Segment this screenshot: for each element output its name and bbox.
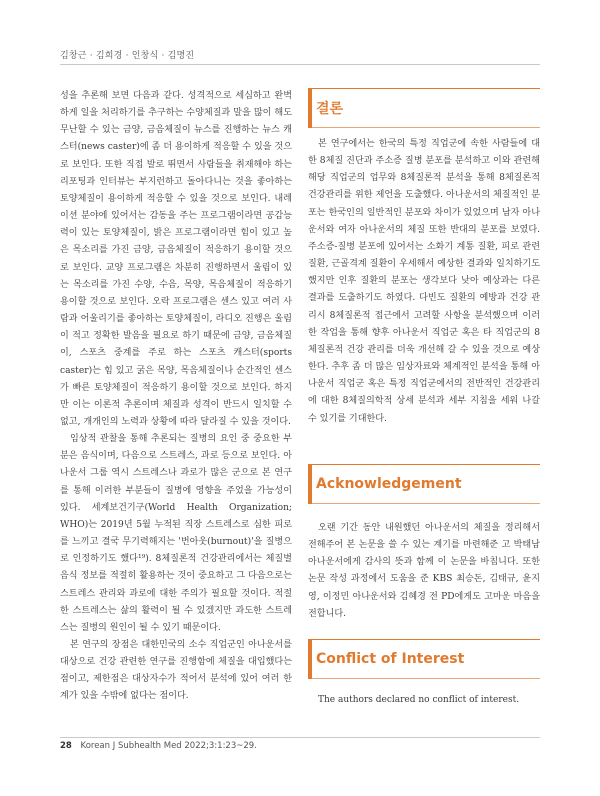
conclusion-title: 결론 [316,101,344,117]
right-column [308,88,540,705]
body-paragraph: 본 연구의 장점은 대한민국의 소수 직업군인 아나운서를 대상으로 건강 관련한 연구를 진행함에 체질을 대입했다는 점이고, 제한점은 대상자수가 적어서 분석에 있어 여러 한계가 있을 수밖에 없다는 점이다. [60,640,292,702]
journal-citation: Korean J Subhealth Med 2022;3:1:23~29. [80,741,257,751]
conclusion-section [308,88,540,428]
acknowledgement-section [308,464,540,623]
page-number: 28 [60,741,72,751]
acknowledgement-title: Acknowledgement [316,476,462,492]
left-column [60,88,292,706]
running-head-authors: 김창근 · 김희경 · 인창식 · 김명진 [60,51,195,61]
body-paragraph: 성을 추론해 보면 다음과 같다. 성격적으로 세심하고 완벽하게 일을 처리하기를 추구하는 수양체질과 말을 많이 해도 무난할 수 있는 금양, 금음체질이 뉴스를 진행하는 뉴스 캐스터(news caster)에 좀 더 용이하게 적응할 수 있을 것으로 보인다. 또한 직접 발로 뛰면서 사람들을 취재해야 하는 리포팅과 인터뷰는 부지런하고 돌아다니는 것을 좋아하는 토양체질이 용이하게 적응할 수 있을 것으로 보인다. 내레이션 분야에 있어서는 감동을 주는 프로그램이라면 공감능력이 있는 토양체질이, 밝은 프로그램이라면 힘이 있고 높은 목소리를 가진 금양, 금음체질이 적응하기 용이할 것으로 보인다. 교양 프로그램은 차분히 진행하면서 울림이 있는 목소리를 가진 수양, 수음, 목양, 목음체질이 적응하기 용이할 것으로 보인다. 오락 프로그램은 센스 있고 여러 사람과 어울리기를 좋아하는 토양체질이, 라디오 진행은 울림이 적고 정확한 발음을 필요로 하기 때문에 금양, 금음체질이, 스포츠 중계를 주로 하는 스포츠 캐스터(sports caster)는 힘 있고 굵은 목양, 목음체질이나 순간적인 센스가 빠른 토양체질이 적응하기 용이할 것으로 보인다. 하지만 이는 이론적 추론이며 체질과 성격이 반드시 일치할 수 없고, 개개인의 노력과 상황에 따라 달라질 수 있을 것이다. [60,91,292,427]
body-paragraph: 임상적 관찰을 통해 추론되는 질병의 요인 중 중요한 부분은 음식이며, 다음으로 스트레스, 과로 등으로 보인다. 아나운서 그룹 역시 스트레스나 과로가 많은 군으로 본 연구를 통해 이러한 부분들이 질병에 영향을 주었을 가능성이 있다. 세계보건기구(World Health Organization; WHO)는 2019년 5월 누적된 직장 스트레스로 심한 피로를 느끼고 결국 무기력해지는 '번아웃(burnout)'을 질병으로 인정하기도 했다¹⁹). 8체질론적 건강관리에서는 체질별 음식 정보를 적절히 활용하는 것이 중요하고 그 다음으로는 스트레스 관리와 과로에 대한 주의가 필요할 것이다. 적절한 스트레스는 삶의 활력이 될 수 있겠지만 과도한 스트레스는 질병의 원인이 될 수 있기 때문이다. [60,434,292,633]
conclusion-header [308,88,540,128]
acknowledgement-header [308,464,540,504]
conflict-of-interest-section [308,639,540,707]
conflict-of-interest-header [308,639,540,679]
page-footer [60,741,257,751]
header-divider [60,64,540,65]
conflict-of-interest-text: The authors declared no conflict of interest. [318,695,520,705]
footer-divider [60,737,540,738]
conflict-of-interest-title: Conflict of Interest [316,651,465,667]
acknowledgement-text: 오랜 기간 동안 내원했던 아나운서의 체질을 정리해서 전해주어 본 논문을 쓸 수 있는 계기를 마련해준 고 박태남 아나운서에게 감사의 뜻과 함께 이 논문을 바칩니다. 또한 논문 작성 과정에서 도움을 준 KBS 최승돈, 김태규, 윤지영, 이정민 아나운서와 김혜경 전 PD에게도 고마운 마음을 전합니다. [308,523,540,619]
conclusion-text: 본 연구에서는 한국의 특정 직업군에 속한 사람들에 대한 8체질 진단과 주소증 질병 분포를 분석하고 이와 관련해 해당 직업군의 업무와 8체질론적 분석을 통해 8체질론적 건강관리를 위한 제언을 도출했다. 아나운서의 체질적인 분포는 한국인의 일반적인 분포와 차이가 있었으며 남자 아나운서와 여자 아나운서의 체질 또한 반대의 분포를 보였다. 주소증-질병 분포에 있어서는 소화기 계통 질환, 피로 관련 질환, 근골격계 질환이 우세해서 예상한 결과와 일치하기도 했지만 인후 질환의 분포는 생각보다 낮아 예상과는 다른 결과를 도출하기도 하였다. 다빈도 질환의 예방과 건강 관리시 8체질론적 접근에서 고려할 사항을 분석했으며 이러한 작업을 통해 향후 아나운서 직업군 혹은 타 직업군의 8체질론적 건강 관리를 더욱 개선해 갈 수 있을 것으로 예상한다. 추후 좀 더 많은 임상자료와 체계적인 분석을 통해 아나운서 직업군 혹은 특정 직업군에서의 전반적인 건강관리에 대한 8체질의학적 상세 분석과 세부 지침을 세워 나갈 수 있기를 기대한다. [308,139,540,424]
